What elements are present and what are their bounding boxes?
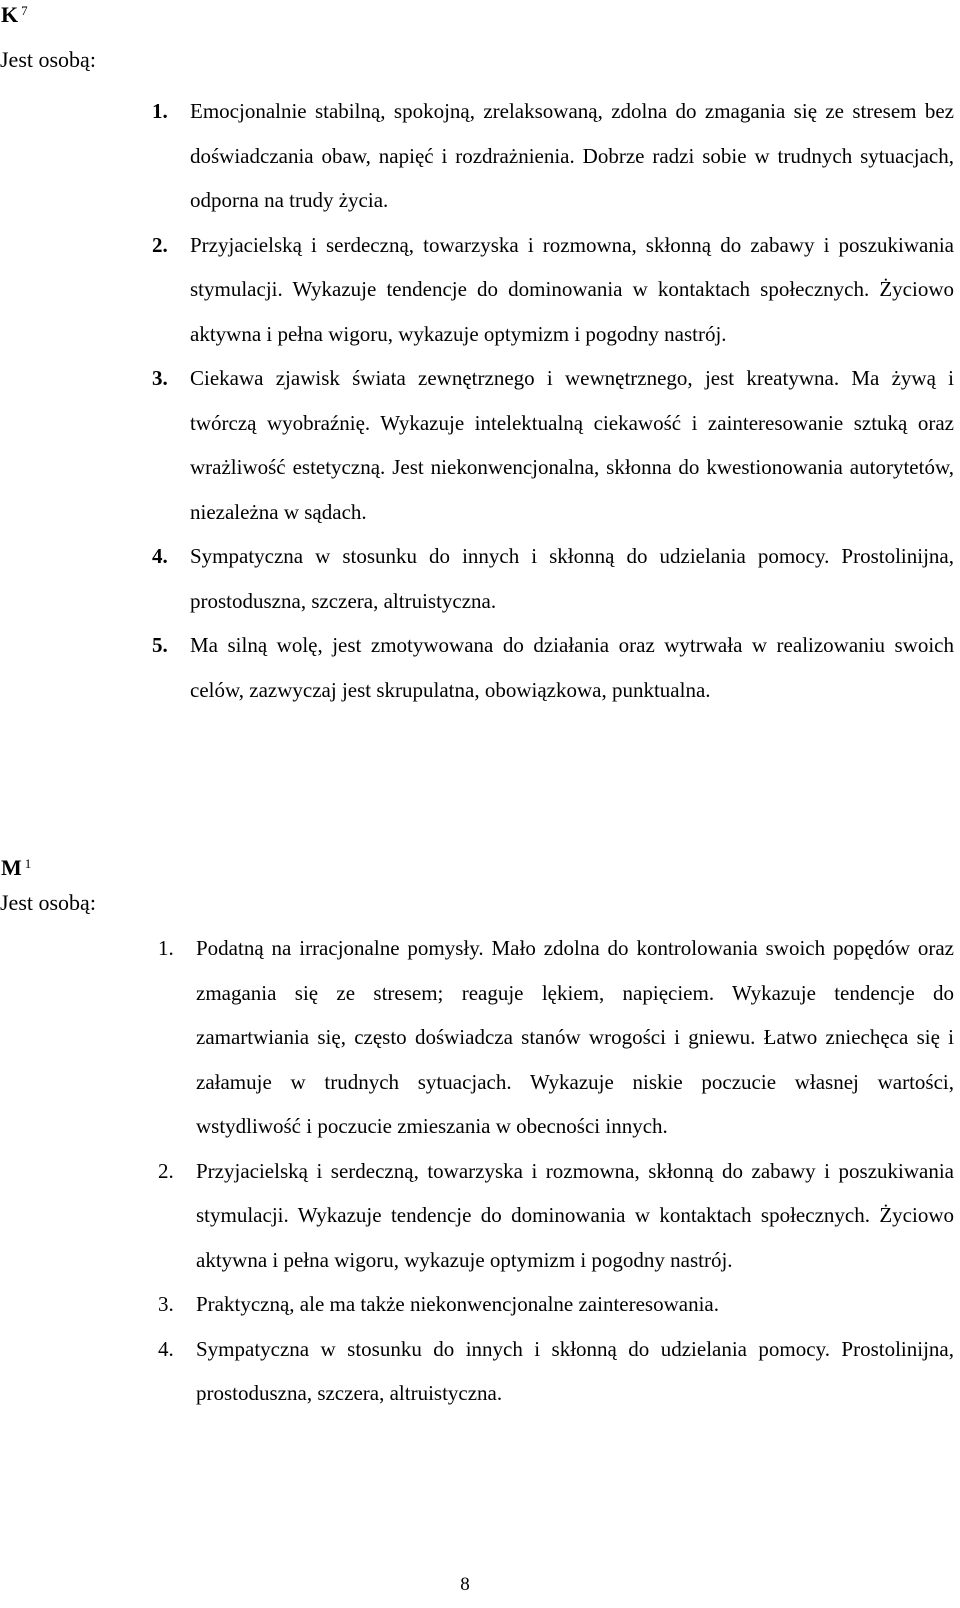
item-number: 1. (158, 936, 174, 960)
section-intro: Jest osobą: (0, 47, 96, 72)
list-item (152, 623, 954, 712)
item-number: 3. (158, 1292, 174, 1316)
item-text: Przyjacielską i serdeczną, towarzyska i rozmowna, skłonną do zabawy i poszukiwania stymulacji. Wykazuje tendencje do dominowania w kontaktach społecznych. Życiowo aktywna i pełna wigoru, wykazuje optymizm i pogodny nastrój. (196, 1158, 954, 1272)
section-intro: Jest osobą: (0, 890, 96, 915)
list-item (158, 1149, 954, 1283)
list-item (152, 534, 954, 623)
section-superscript: 1 (24, 856, 32, 871)
item-text: Przyjacielską i serdeczną, towarzyska i rozmowna, skłonną do zabawy i poszukiwania stymulacji. Wykazuje tendencje do dominowania w kontaktach społecznych. Życiowo aktywna i pełna wigoru, wykazuje optymizm i pogodny nastrój. (190, 232, 954, 346)
item-number: 5. (152, 633, 168, 657)
section-heading (1, 855, 31, 881)
list-item (158, 1327, 954, 1416)
item-number: 2. (158, 1158, 174, 1183)
item-number: 1. (152, 99, 168, 123)
item-text: Praktyczną, ale ma także niekonwencjonalne zainteresowania. (196, 1292, 720, 1316)
list-item (152, 89, 954, 223)
item-text: Sympatyczna w stosunku do innych i skłonną do udzielania pomocy. Prostolinijna, prostoduszna, szczera, altruistyczna. (190, 544, 954, 613)
trait-list (152, 89, 954, 712)
item-number: 2. (152, 232, 168, 257)
trait-list (158, 926, 954, 1416)
list-item (158, 926, 954, 1149)
section-heading (1, 2, 28, 28)
section-letter: M (1, 855, 22, 880)
item-text: Ciekawa zjawisk świata zewnętrznego i wewnętrznego, jest kreatywna. Ma żywą i twórczą wyobraźnię. Wykazuje intelektualną ciekawość i zainteresowanie sztuką oraz wrażliwość estetyczną. Jest niekonwencjonalna, skłonna do kwestionowania autorytetów, niezależna w sądach. (190, 366, 954, 524)
list-item (152, 356, 954, 534)
item-text: Emocjonalnie stabilną, spokojną, zrelaksowaną, zdolna do zmagania się ze stresem bez doświadczania obaw, napięć i rozdrażnienia. Dobrze radzi sobie w trudnych sytuacjach, odporna na trudy życia. (190, 99, 954, 212)
item-number: 4. (158, 1336, 174, 1361)
section-superscript: 7 (21, 3, 28, 18)
item-number: 4. (152, 544, 168, 568)
section-letter: K (1, 2, 19, 27)
item-number: 3. (152, 366, 168, 390)
list-item (158, 1282, 954, 1327)
item-text: Podatną na irracjonalne pomysły. Mało zdolna do kontrolowania swoich popędów oraz zmagania się ze stresem; reaguje lękiem, napięciem. Wykazuje tendencje do zamartwiania się, często doświadcza stanów wrogości i gniewu. Łatwo zniechęca się i załamuje w trudnych sytuacjach. Wykazuje niskie poczucie własnej wartości, wstydliwość i poczucie zmieszania w obecności innych. (196, 936, 954, 1138)
item-text: Sympatyczna w stosunku do innych i skłonną do udzielania pomocy. Prostolinijna, prostoduszna, szczera, altruistyczna. (196, 1336, 954, 1405)
item-text: Ma silną wolę, jest zmotywowana do działania oraz wytrwała w realizowaniu swoich celów, zazwyczaj jest skrupulatna, obowiązkowa, punktualna. (190, 633, 954, 702)
list-item (152, 223, 954, 357)
page-number: 8 (460, 1574, 470, 1595)
